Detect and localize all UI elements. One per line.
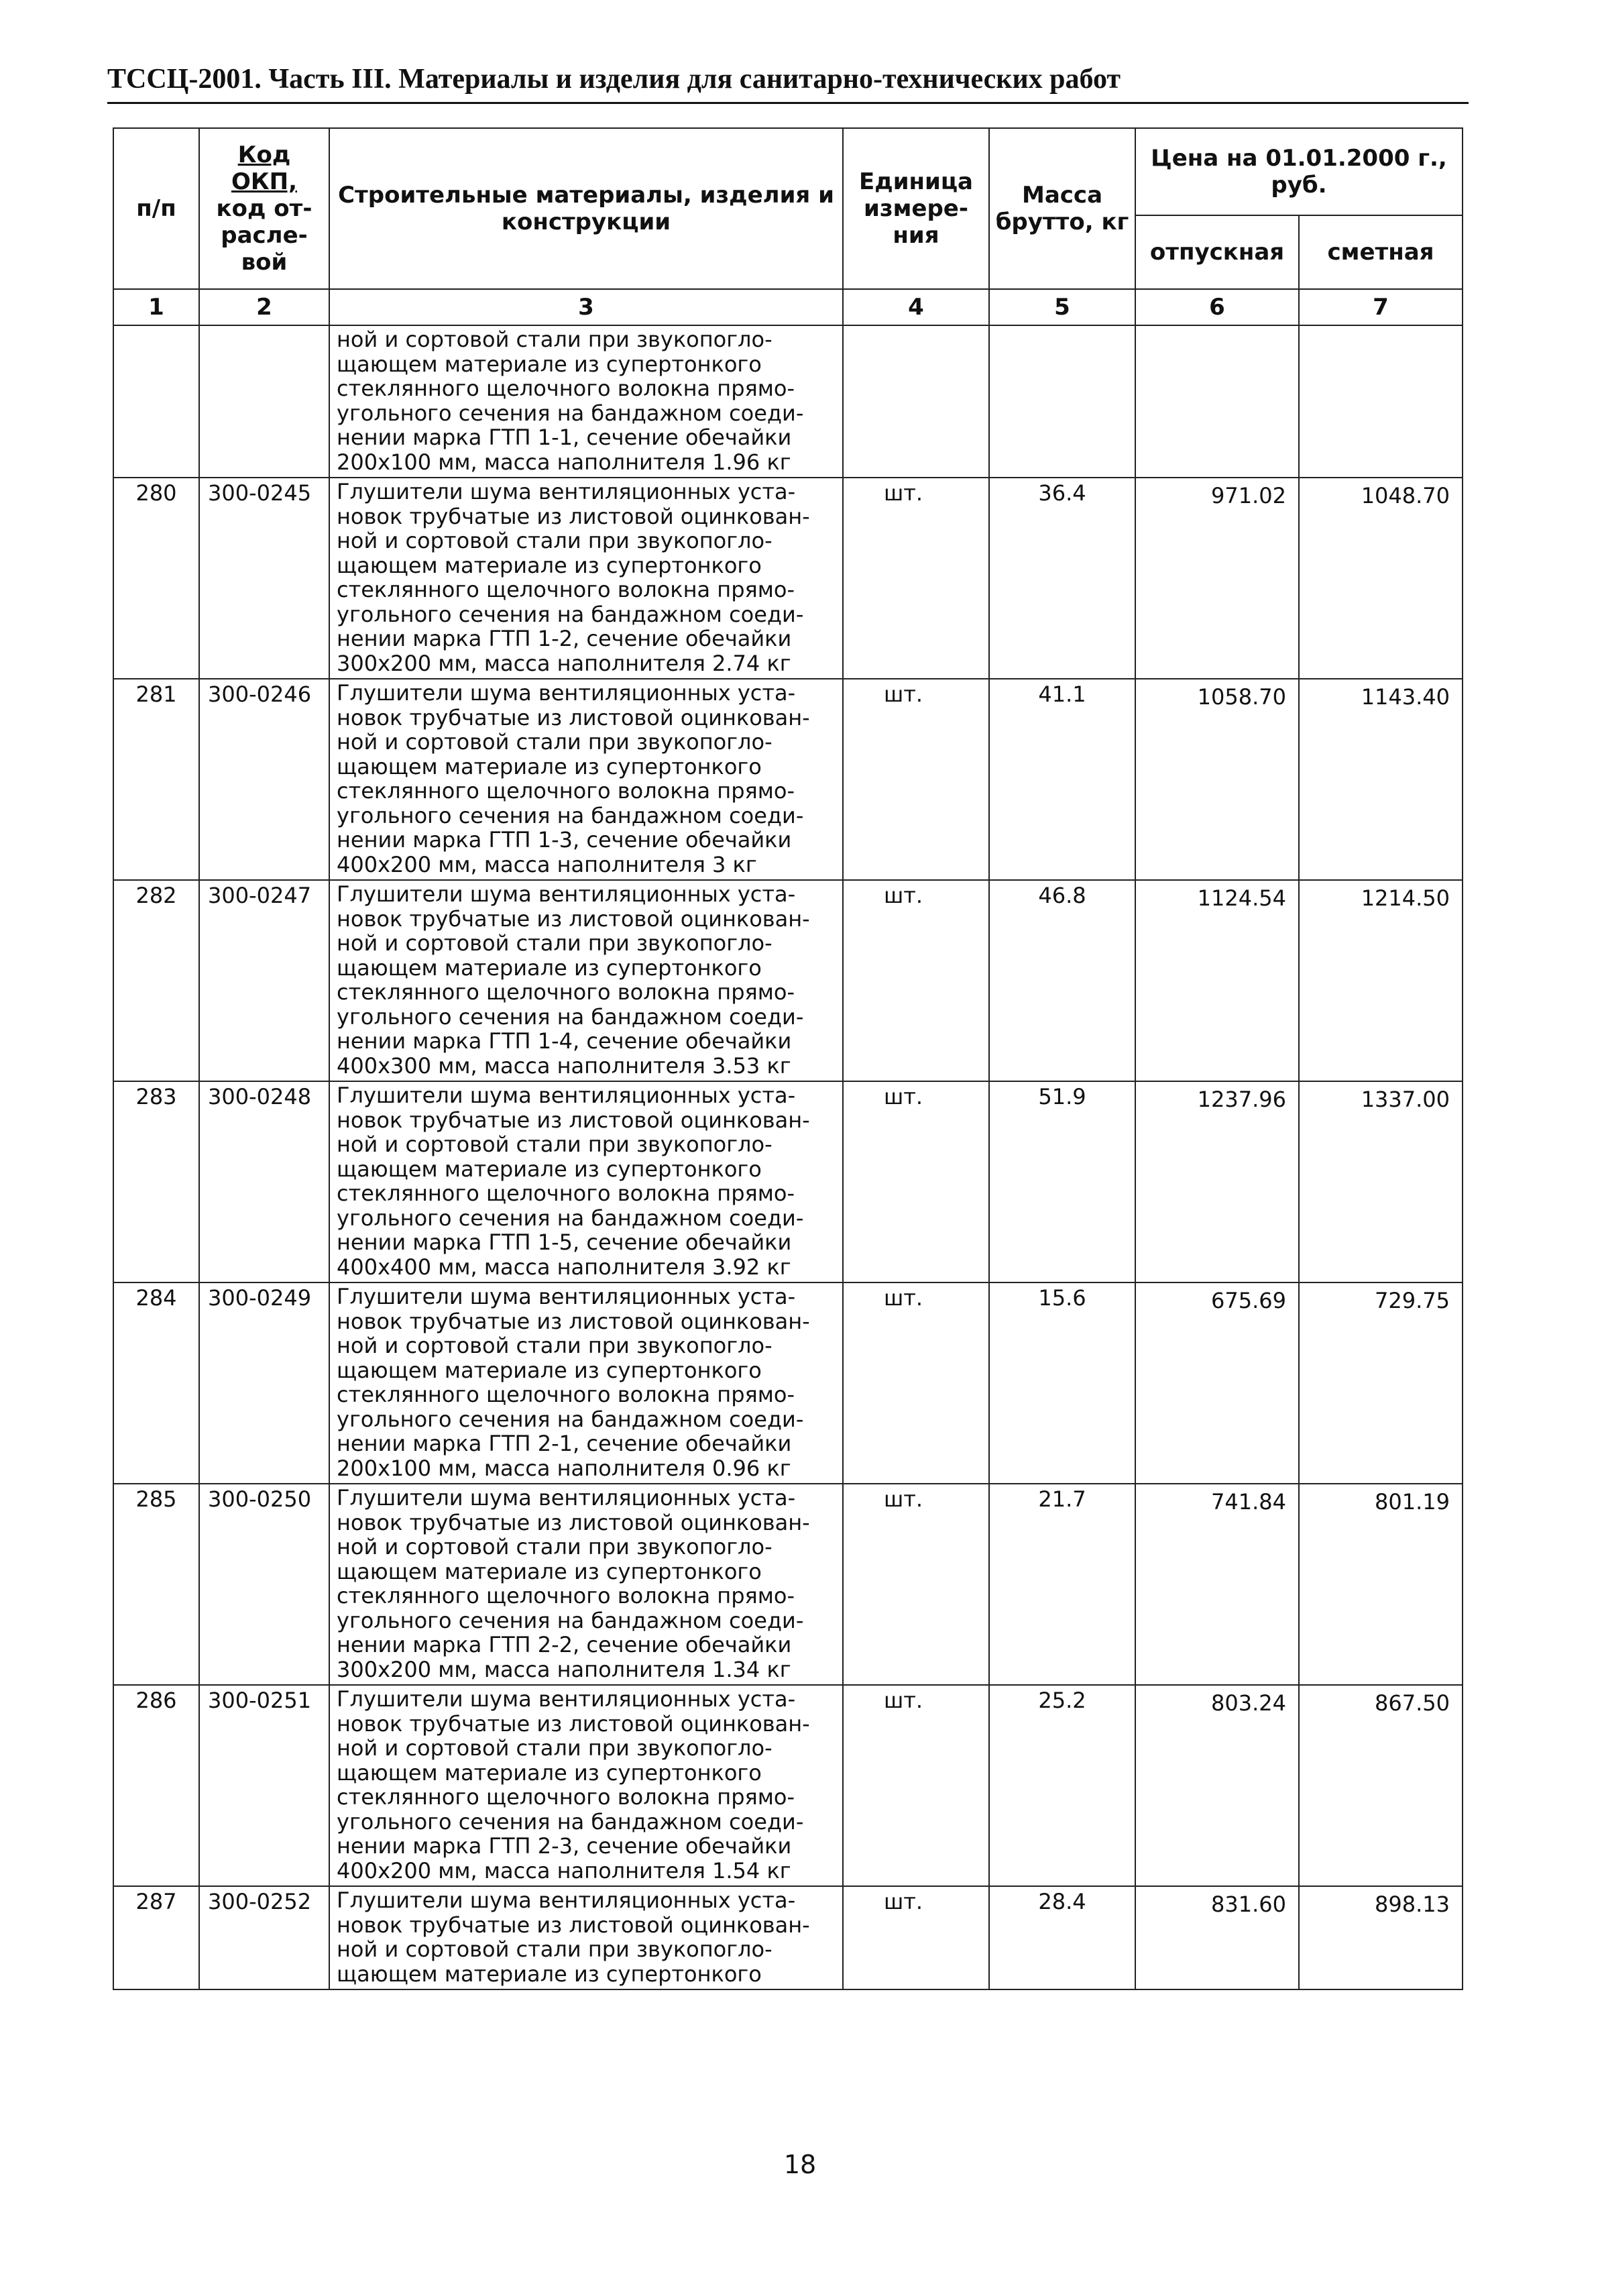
column-numbers-row xyxy=(113,289,1463,325)
header-num: п/п xyxy=(113,128,199,289)
cell-price-release: 1124.54 xyxy=(1135,880,1299,1081)
cell-description: Глушители шума вентиляционных уста- новок трубчатые из листовой оцинкован- ной и сортовой стали при звукопогло- щающем материале из супертонкого стеклянного щелочного волокна прямо- угольного сечения на бандажном соеди- нении марка ГТП 1-4, сечение обечайки 400х300 мм, масса наполнителя 3.53 кг xyxy=(329,880,843,1081)
cell-description: Глушители шума вентиляционных уста- новок трубчатые из листовой оцинкован- ной и сортовой стали при звукопогло- щающем материале из супертонкого стеклянного щелочного волокна прямо- угольного сечения на бандажном соеди- нении марка ГТП 1-3, сечение обечайки 400х200 мм, масса наполнителя 3 кг xyxy=(329,679,843,880)
cell-mass: 25.2 xyxy=(989,1685,1135,1886)
header-price-group: Цена на 01.01.2000 г., руб. xyxy=(1135,128,1463,215)
cell-price-estimate: 1048.70 xyxy=(1299,478,1463,679)
cell-price-release: 1237.96 xyxy=(1135,1081,1299,1282)
table-row xyxy=(113,1886,1463,1989)
column-number: 4 xyxy=(843,289,989,325)
header-rule xyxy=(107,102,1469,104)
cell-code: 300-0251 xyxy=(199,1685,329,1886)
cell-price-release: 971.02 xyxy=(1135,478,1299,679)
header-price-release: отпускная xyxy=(1135,215,1299,289)
header-name: Строительные материалы, изделия и конструкции xyxy=(329,128,843,289)
cell-mass: 41.1 xyxy=(989,679,1135,880)
header-code-line4: расле- xyxy=(221,222,308,249)
cell-unit: шт. xyxy=(843,679,989,880)
cell-num: 283 xyxy=(113,1081,199,1282)
cell-code: 300-0246 xyxy=(199,679,329,880)
cell-price-estimate: 1214.50 xyxy=(1299,880,1463,1081)
page-header: ТССЦ-2001. Часть III. Материалы и изделия для санитарно-технических работ xyxy=(107,64,1121,95)
cell-description: Глушители шума вентиляционных уста- новок трубчатые из листовой оцинкован- ной и сортовой стали при звукопогло- щающем материале из супертонкого стеклянного щелочного волокна прямо- угольного сечения на бандажном соеди- нении марка ГТП 2-1, сечение обечайки 200х100 мм, масса наполнителя 0.96 кг xyxy=(329,1282,843,1484)
cell-price-release xyxy=(1135,325,1299,478)
cell-description: ной и сортовой стали при звукопогло- щающем материале из супертонкого стеклянного щелочного волокна прямо- угольного сечения на бандажном соеди- нении марка ГТП 1-1, сечение обечайки 200х100 мм, масса наполнителя 1.96 кг xyxy=(329,325,843,478)
table-row xyxy=(113,679,1463,880)
cell-num xyxy=(113,325,199,478)
cell-description: Глушители шума вентиляционных уста- новок трубчатые из листовой оцинкован- ной и сортовой стали при звукопогло- щающем материале из супертонкого xyxy=(329,1886,843,1989)
header-mass: Масса брутто, кг xyxy=(989,128,1135,289)
cell-price-estimate: 1143.40 xyxy=(1299,679,1463,880)
cell-description: Глушители шума вентиляционных уста- новок трубчатые из листовой оцинкован- ной и сортовой стали при звукопогло- щающем материале из супертонкого стеклянного щелочного волокна прямо- угольного сечения на бандажном соеди- нении марка ГТП 2-2, сечение обечайки 300х200 мм, масса наполнителя 1.34 кг xyxy=(329,1484,843,1685)
table-row xyxy=(113,1484,1463,1685)
cell-price-estimate: 729.75 xyxy=(1299,1282,1463,1484)
cell-mass: 28.4 xyxy=(989,1886,1135,1989)
cell-price-estimate: 898.13 xyxy=(1299,1886,1463,1989)
cell-description: Глушители шума вентиляционных уста- новок трубчатые из листовой оцинкован- ной и сортовой стали при звукопогло- щающем материале из супертонкого стеклянного щелочного волокна прямо- угольного сечения на бандажном соеди- нении марка ГТП 1-2, сечение обечайки 300х200 мм, масса наполнителя 2.74 кг xyxy=(329,478,843,679)
cell-unit: шт. xyxy=(843,1886,989,1989)
column-number: 5 xyxy=(989,289,1135,325)
cell-price-estimate: 1337.00 xyxy=(1299,1081,1463,1282)
table-row xyxy=(113,1081,1463,1282)
cell-code: 300-0248 xyxy=(199,1081,329,1282)
cell-num: 287 xyxy=(113,1886,199,1989)
column-number: 1 xyxy=(113,289,199,325)
cell-unit: шт. xyxy=(843,1685,989,1886)
cell-price-release: 831.60 xyxy=(1135,1886,1299,1989)
header-unit: Единица измере-ния xyxy=(843,128,989,289)
cell-mass: 15.6 xyxy=(989,1282,1135,1484)
cell-num: 286 xyxy=(113,1685,199,1886)
price-table xyxy=(113,127,1463,1990)
cell-price-release: 675.69 xyxy=(1135,1282,1299,1484)
cell-unit: шт. xyxy=(843,1282,989,1484)
cell-code xyxy=(199,325,329,478)
cell-price-release: 741.84 xyxy=(1135,1484,1299,1685)
header-price-estimate: сметная xyxy=(1299,215,1463,289)
cell-mass: 21.7 xyxy=(989,1484,1135,1685)
cell-price-estimate: 867.50 xyxy=(1299,1685,1463,1886)
page-number: 18 xyxy=(783,2150,817,2179)
header-code-line2: ОКП, xyxy=(231,168,298,195)
cell-unit: шт. xyxy=(843,880,989,1081)
column-number: 7 xyxy=(1299,289,1463,325)
header-code-line5: вой xyxy=(241,249,288,276)
cell-price-estimate xyxy=(1299,325,1463,478)
table-row xyxy=(113,1685,1463,1886)
cell-code: 300-0247 xyxy=(199,880,329,1081)
cell-description: Глушители шума вентиляционных уста- новок трубчатые из листовой оцинкован- ной и сортовой стали при звукопогло- щающем материале из супертонкого стеклянного щелочного волокна прямо- угольного сечения на бандажном соеди- нении марка ГТП 2-3, сечение обечайки 400х200 мм, масса наполнителя 1.54 кг xyxy=(329,1685,843,1886)
cell-code: 300-0250 xyxy=(199,1484,329,1685)
cell-price-estimate: 801.19 xyxy=(1299,1484,1463,1685)
header-code-line1: Код xyxy=(237,142,291,168)
cell-num: 280 xyxy=(113,478,199,679)
cell-price-release: 1058.70 xyxy=(1135,679,1299,880)
cell-description: Глушители шума вентиляционных уста- новок трубчатые из листовой оцинкован- ной и сортовой стали при звукопогло- щающем материале из супертонкого стеклянного щелочного волокна прямо- угольного сечения на бандажном соеди- нении марка ГТП 1-5, сечение обечайки 400х400 мм, масса наполнителя 3.92 кг xyxy=(329,1081,843,1282)
cell-unit xyxy=(843,325,989,478)
cell-code: 300-0252 xyxy=(199,1886,329,1989)
cell-mass xyxy=(989,325,1135,478)
cell-mass: 36.4 xyxy=(989,478,1135,679)
cell-code: 300-0245 xyxy=(199,478,329,679)
cell-code: 300-0249 xyxy=(199,1282,329,1484)
table-row xyxy=(113,880,1463,1081)
cell-mass: 51.9 xyxy=(989,1081,1135,1282)
header-code-line3: код от- xyxy=(216,195,312,222)
cell-num: 281 xyxy=(113,679,199,880)
cell-mass: 46.8 xyxy=(989,880,1135,1081)
column-number: 6 xyxy=(1135,289,1299,325)
header-code xyxy=(199,128,329,289)
table-row xyxy=(113,1282,1463,1484)
cell-num: 285 xyxy=(113,1484,199,1685)
cell-price-release: 803.24 xyxy=(1135,1685,1299,1886)
cell-num: 282 xyxy=(113,880,199,1081)
cell-unit: шт. xyxy=(843,1081,989,1282)
cell-num: 284 xyxy=(113,1282,199,1484)
cell-unit: шт. xyxy=(843,478,989,679)
column-number: 2 xyxy=(199,289,329,325)
table-row-continuation xyxy=(113,325,1463,478)
column-number: 3 xyxy=(329,289,843,325)
cell-unit: шт. xyxy=(843,1484,989,1685)
table-row xyxy=(113,478,1463,679)
